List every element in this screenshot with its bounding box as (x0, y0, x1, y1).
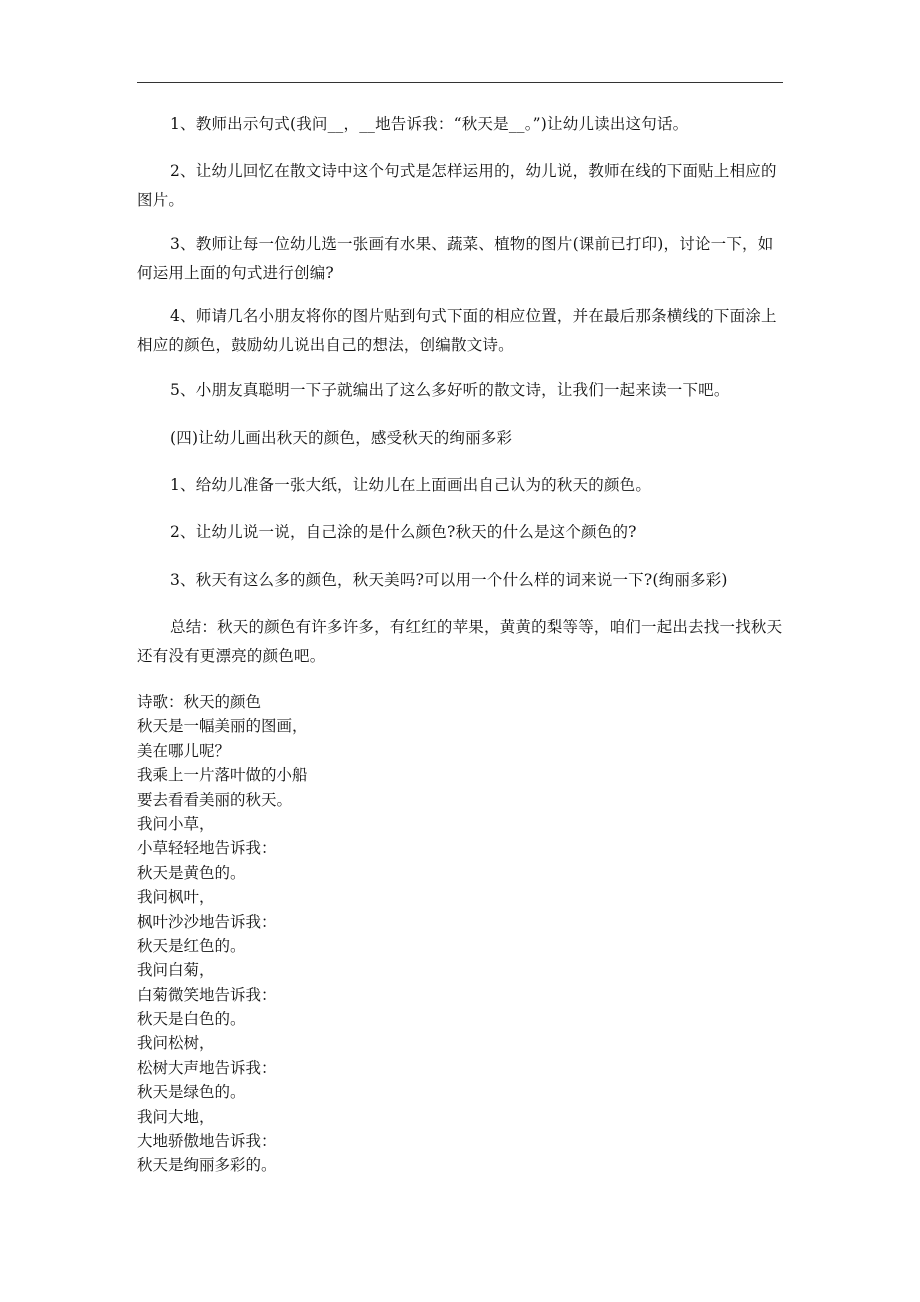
poem-line: 枫叶沙沙地告诉我： (137, 912, 277, 931)
paragraph-summary: 总结：秋天的颜色有许多许多，有红红的苹果，黄黄的梨等等，咱们一起出去找一找秋天还有没有更漂亮的颜色吧。 (137, 618, 783, 665)
poem-line: 秋天是绿色的。 (137, 1083, 246, 1102)
poem-line: 秋天是绚丽多彩的。 (137, 1156, 277, 1175)
poem-line: 松树大声地告诉我： (137, 1058, 277, 1077)
poem-title: 诗歌：秋天的颜色 (137, 693, 262, 711)
poem-line: 秋天是黄色的。 (137, 863, 246, 882)
poem-line: 秋天是白色的。 (137, 1010, 246, 1029)
poem-line: 我问松树， (137, 1034, 215, 1053)
section-heading-4: (四)让幼儿画出秋天的颜色，感受秋天的绚丽多彩 (170, 429, 513, 447)
paragraph-drawing-2: 2、让幼儿说一说，自己涂的是什么颜色?秋天的什么是这个颜色的? (170, 523, 637, 541)
paragraph-step-4: 4、师请几名小朋友将你的图片贴到句式下面的相应位置，并在最后那条横线的下面涂上相应的颜色，鼓励幼儿说出自己的想法，创编散文诗。 (137, 307, 777, 354)
poem-line: 我问大地， (137, 1107, 215, 1126)
poem-line: 要去看看美丽的秋天。 (137, 790, 293, 809)
poem-line: 大地骄傲地告诉我： (137, 1132, 277, 1151)
poem-line: 秋天是一幅美丽的图画， (137, 717, 308, 736)
poem-line: 美在哪儿呢？ (137, 741, 231, 760)
poem-line: 秋天是红色的。 (137, 936, 246, 955)
poem-line: 白菊微笑地告诉我： (137, 985, 277, 1004)
paragraph-step-5: 5、小朋友真聪明一下子就编出了这么多好听的散文诗，让我们一起来读一下吧。 (170, 381, 730, 399)
poem-line: 我问白菊， (137, 961, 215, 980)
paragraph-step-1: 1、教师出示句式(我问__，__地告诉我：“秋天是__。”)让幼儿读出这句话。 (170, 115, 689, 133)
poem-line: 我问小草， (137, 814, 215, 833)
poem-line: 我问枫叶， (137, 888, 215, 907)
paragraph-step-2: 2、让幼儿回忆在散文诗中这个句式是怎样运用的，幼儿说，教师在线的下面贴上相应的图片。 (137, 162, 777, 209)
paragraph-step-3: 3、教师让每一位幼儿选一张画有水果、蔬菜、植物的图片(课前已打印)，讨论一下，如何运用上面的句式进行创编? (137, 235, 774, 282)
paragraph-drawing-3: 3、秋天有这么多的颜色，秋天美吗?可以用一个什么样的词来说一下?(绚丽多彩) (170, 571, 728, 589)
poem-line: 小草轻轻地告诉我： (137, 839, 277, 858)
poem-line: 我乘上一片落叶做的小船 (137, 766, 308, 785)
paragraph-drawing-1: 1、给幼儿准备一张大纸，让幼儿在上面画出自己认为的秋天的颜色。 (170, 476, 652, 494)
header-rule (137, 82, 783, 83)
poem (137, 690, 783, 1178)
